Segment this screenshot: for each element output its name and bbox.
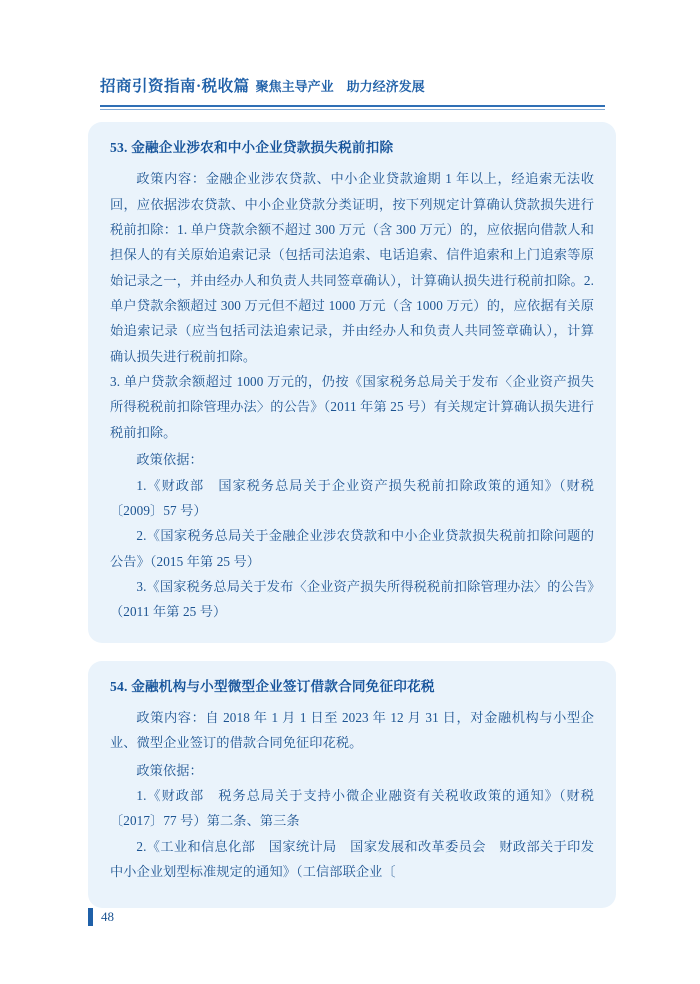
section-53-policy-content-2: 3. 单户贷款余额超过 1000 万元的，仍按《国家税务总局关于发布〈企业资产损失所得税税前扣除管理办法〉的公告》（2011 年第 25 号）有关规定计算确认损失进行税前扣除。: [110, 374, 594, 440]
section-53-policy-content: 政策内容：金融企业涉农贷款、中小企业贷款逾期 1 年以上，经追索无法收回，应依据涉农贷款、中小企业贷款分类证明，按下列规定计算确认贷款损失进行税前扣除：1. 单户贷款余额不超过 300 万元（含 300 万元）的，应依据向借款人和担保人的有关原始追索记录（包括司法追索、电话追索、信件追索和上门追索等原始记录之一，并由经办人和负责人共同签章确认），计算确认损失进行税前扣除。2. 单户贷款余额超过 300 万元但不超过 1000 万元（含 1000 万元）的，应依据有关原始追索记录（应当包括司法追索记录，并由经办人和负责人共同签章确认），计算确认损失进行税前扣除。: [110, 171, 594, 364]
header-title-group: [0, 74, 700, 96]
section-title-53: 53. 金融企业涉农和中小企业贷款损失税前扣除: [110, 140, 394, 155]
section-54-policy-basis-item-2: 2.《工业和信息化部 国家统计局 国家发展和改革委员会 财政部关于印发中小企业划型标准规定的通知》（工信部联企业〔: [110, 838, 594, 880]
header-title-sub: 聚焦主导产业 助力经济发展: [255, 79, 425, 94]
section-53-policy-basis-item-2: 2.《国家税务总局关于金融企业涉农贷款和中小企业贷款损失税前扣除问题的公告》（2015 年第 25 号）: [110, 528, 594, 569]
header-divider-thick: [100, 105, 605, 107]
header-title-main: 招商引资指南·税收篇: [100, 78, 250, 95]
page-footer: [88, 908, 114, 926]
section-54-policy-basis-label: 政策依据：: [136, 762, 203, 778]
page-number: 48: [101, 909, 114, 924]
document-content: [88, 122, 616, 926]
section-53-policy-basis-label: 政策依据：: [136, 452, 203, 468]
section-title-54: 54. 金融机构与小型微型企业签订借款合同免征印花税: [110, 678, 435, 694]
section-card-54: [88, 661, 616, 909]
section-53-policy-basis-item-3: 3.《国家税务总局关于发布〈企业资产损失所得税税前扣除管理办法〉的公告》（2011 年第 25 号）: [110, 578, 594, 620]
header-divider-thin: [100, 109, 605, 110]
section-53-policy-basis-item-1: 1.《财政部 国家税务总局关于企业资产损失税前扣除政策的通知》（财税〔2009〕57 号）: [110, 477, 594, 518]
footer-accent-bar: [88, 908, 93, 926]
section-54-policy-content: 政策内容：自 2018 年 1 月 1 日至 2023 年 12 月 31 日，对金融机构与小型企业、微型企业签订的借款合同免征印花税。: [110, 709, 594, 751]
page-header: [0, 74, 700, 108]
section-54-policy-basis-item-1: 1.《财政部 税务总局关于支持小微企业融资有关税收政策的通知》（财税〔2017〕77 号）第二条、第三条: [110, 788, 594, 829]
section-card-53: [88, 122, 616, 643]
